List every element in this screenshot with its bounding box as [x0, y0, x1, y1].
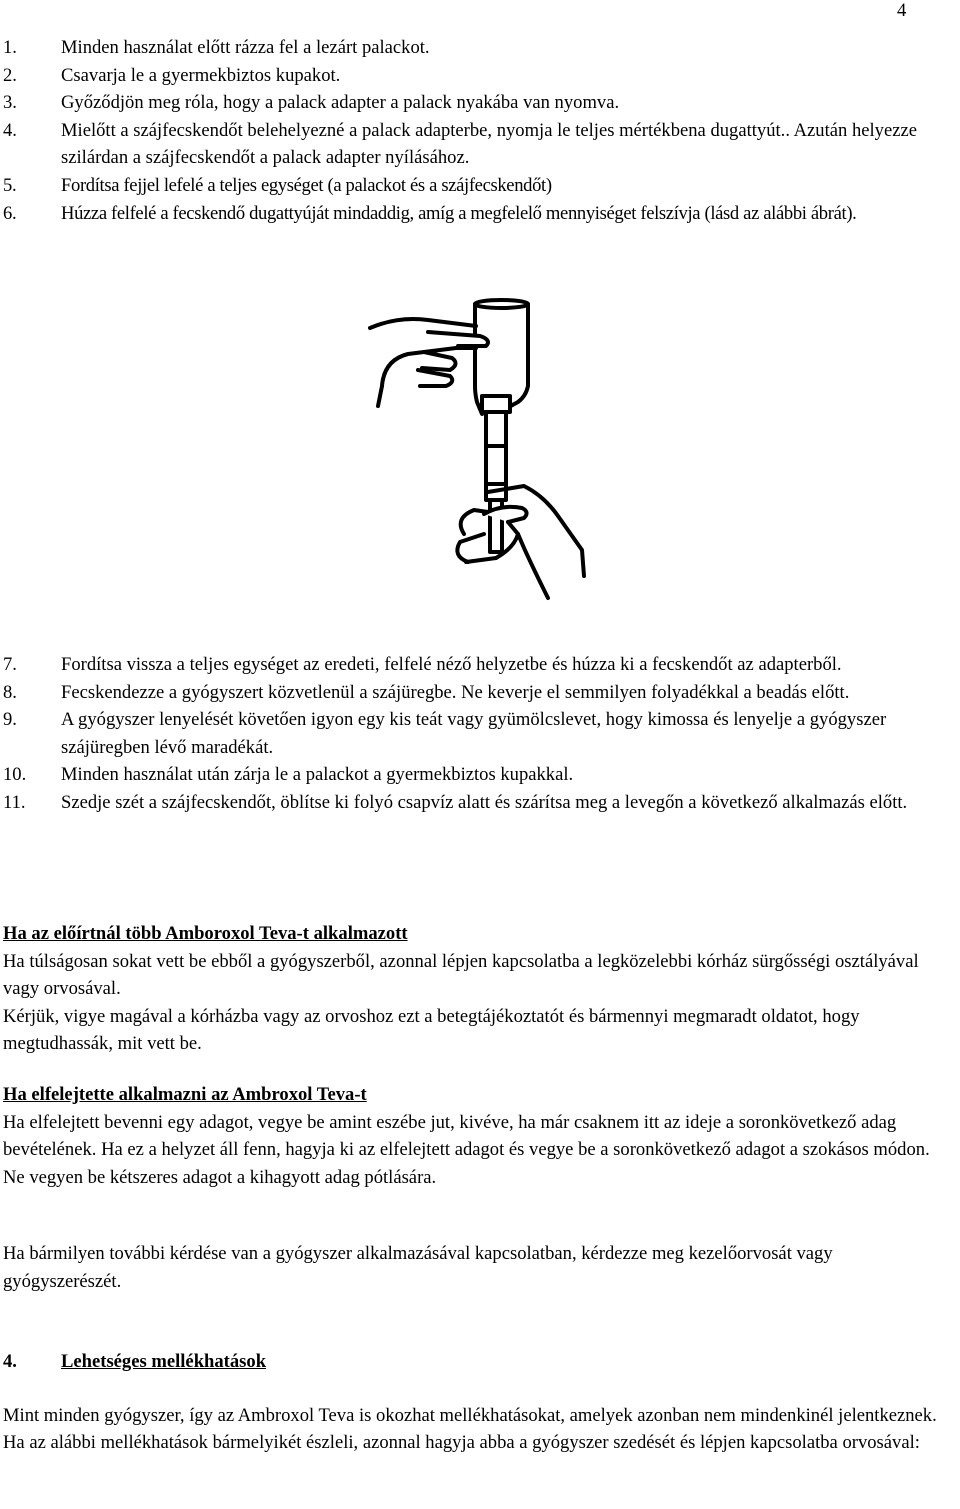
side-effects-heading [3, 1348, 953, 1376]
step-number: 8. [3, 681, 17, 703]
overdose-paragraph: Ha túlságosan sokat vett be ebből a gyógyszerből, azonnal lépjen kapcsolatba a legközelebbi kórház sürgősségi osztályával vagy orvosával. [3, 950, 919, 1000]
step-number: 1. [3, 37, 17, 58]
instruction-steps-list [3, 34, 958, 227]
instruction-steps-list-continued [3, 651, 958, 817]
step-number: 10. [3, 764, 27, 786]
missed-dose-section [3, 1081, 953, 1191]
step-text: Fordítsa fejjel lefelé a teljes egységet (a palackot és a szájfecskendőt) [61, 174, 552, 196]
missed-dose-paragraph: Ha elfelejtett bevenni egy adagot, vegye be amint eszébe jut, kivéve, ha már csaknem itt az ideje a soronkövetkező adag bevételének. Ha ez a helyzet áll fenn, hagyja ki az elfelejtett adagot és vegye be a soronkövetkező adagot a szokásos módon. Ne vegyen be kétszeres adagot a kihagyott adag pótlására. [3, 1111, 930, 1188]
step-item [3, 34, 958, 62]
step-item [3, 117, 958, 172]
step-text: A gyógyszer lenyelését követően igyon egy kis teát vagy gyümölcslevet, hogy kimossa és lenyelje a gyógyszer szájüregben lévő maradékát. [61, 709, 887, 758]
step-item [3, 679, 958, 707]
overdose-paragraph: Kérjük, vigye magával a kórházba vagy az orvoshoz ezt a betegtájékoztatót és bármennyi megmaradt oldatot, hogy megtudhassák, mit vett be. [3, 1005, 860, 1055]
overdose-section [3, 920, 953, 1058]
step-text: Minden használat után zárja le a palackot a gyermekbiztos kupakkal. [61, 764, 574, 786]
step-item [3, 200, 958, 228]
overdose-heading-text: Ha az előírtnál több Amboroxol Teva-t alkalmazott [3, 923, 408, 944]
questions-paragraph: Ha bármilyen további kérdése van a gyógyszer alkalmazásával kapcsolatban, kérdezze meg kezelőorvosát vagy gyógyszerészét. [3, 1243, 833, 1292]
section-title: Lehetséges mellékhatások [61, 1351, 267, 1372]
missed-dose-heading-text: Ha elfelejtette alkalmazni az Ambroxol Teva-t [3, 1084, 367, 1105]
step-item [3, 172, 958, 200]
step-number: 6. [3, 202, 17, 224]
step-number: 5. [3, 174, 17, 196]
step-text: Győződjön meg róla, hogy a palack adapter a palack nyakába van nyomva. [61, 92, 620, 114]
step-number: 4. [3, 119, 17, 141]
step-item [3, 89, 958, 117]
step-item [3, 706, 958, 761]
step-item [3, 789, 958, 817]
step-text: Mielőtt a szájfecskendőt belehelyezné a palack adapterbe, nyomja le teljes mértékbena dugattyút.. Azután helyezze szilárdan a szájfecskendőt a palack adapter nyílásához. [61, 119, 917, 169]
missed-dose-heading [3, 1081, 953, 1109]
step-text: Fecskendezze a gyógyszert közvetlenül a szájüregbe. Ne keverje el semmilyen folyadékkal a beadás előtt. [61, 681, 850, 703]
step-text: Szedje szét a szájfecskendőt, öblítse ki folyó csapvíz alatt és szárítsa meg a levegőn a következő alkalmazás előtt. [61, 791, 908, 813]
section-number: 4. [3, 1351, 17, 1372]
step-number: 9. [3, 709, 17, 731]
step-item [3, 761, 958, 789]
step-text: Fordítsa vissza a teljes egységet az eredeti, felfelé néző helyzetbe és húzza ki a fecskendőt az adapterből. [61, 654, 842, 675]
side-effects-paragraph: Mint minden gyógyszer, így az Ambroxol Teva is okozhat mellékhatásokat, amelyek azonban nem mindenkinél jelentkeznek. [3, 1404, 937, 1426]
step-item [3, 62, 958, 90]
step-text: Csavarja le a gyermekbiztos kupakot. [61, 64, 341, 86]
overdose-heading [3, 920, 953, 948]
step-text: Húzza felfelé a fecskendő dugattyúját mindaddig, amíg a megfelelő mennyiséget felszívja (lásd az alábbi ábrát). [61, 202, 857, 224]
step-item [3, 651, 958, 679]
hands-inverted-bottle-syringe-icon [368, 296, 598, 602]
side-effects-section [3, 1348, 953, 1457]
page-number: 4 [897, 0, 907, 21]
side-effects-paragraph: Ha az alábbi mellékhatások bármelyikét észleli, azonnal hagyja abba a gyógyszer szedését és lépjen kapcsolatba orvosával: [3, 1432, 920, 1454]
step-number: 11. [3, 791, 26, 813]
step-number: 7. [3, 654, 17, 675]
questions-section [3, 1240, 953, 1295]
step-number: 2. [3, 64, 17, 86]
step-number: 3. [3, 92, 17, 114]
step-text: Minden használat előtt rázza fel a lezárt palackot. [61, 37, 430, 58]
